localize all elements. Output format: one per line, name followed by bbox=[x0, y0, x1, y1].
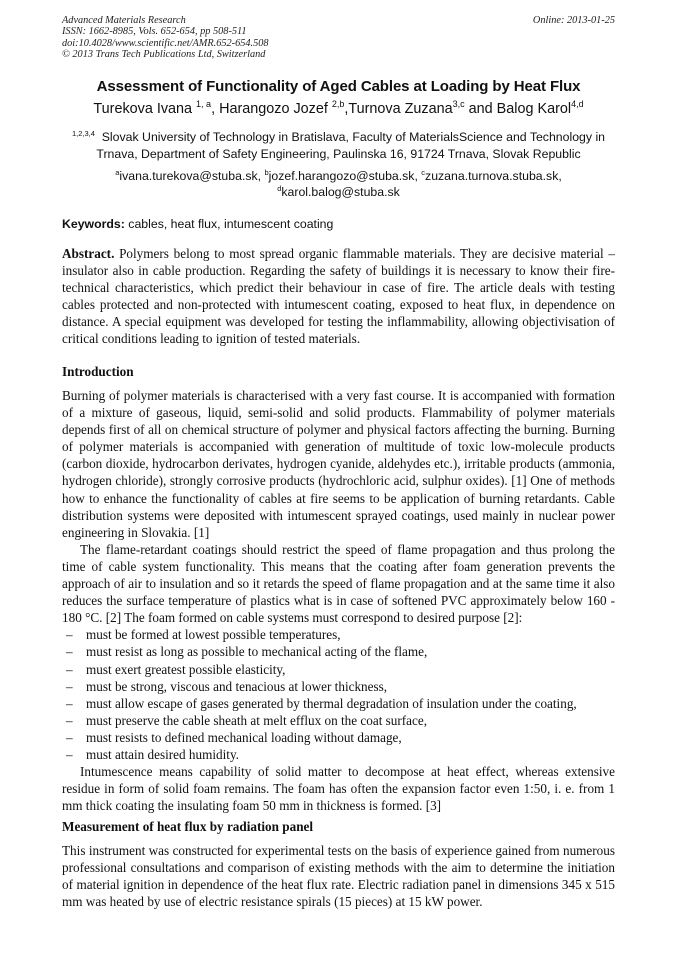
affiliation-line-2: Trnava, Department of Safety Engineering, Paulinska 16, 91724 Trnava, Slovak Republic bbox=[96, 146, 581, 161]
abstract-label: Abstract. bbox=[62, 246, 115, 261]
list-item bbox=[62, 746, 615, 763]
author-separator: and bbox=[464, 101, 497, 117]
paragraph: Burning of polymer materials is characterised with a very fast course. It is accompanied with formation of a mixture of gaseous, liquid, semi-solid and solid products. Flammability of polymer materials depends first of all on chemical structure of polymer and physical factors affecting the burning. Burning of polymer materials is accompanied with generation of multitude of toxic low-molecule products (carbon dioxide, hydrocarbon derivates, hydrogen cyanide, aldehydes etc.), irritable products (ammonia, hydrogen chloride), strongly corrosive products (hydrochloric acid, sulphur oxides). [1] One of methods how to enhance the functionality of cables at fire seems to be application of burning retardants. Cable distribution systems were deposited with intumescent sprayed coatings, used mainly in nuclear power engineering in Slovakia. [1] bbox=[62, 388, 615, 540]
author-name: Turekova Ivana bbox=[93, 101, 193, 117]
list-item bbox=[62, 712, 615, 729]
introduction-body bbox=[62, 387, 615, 814]
email-mark: a bbox=[115, 167, 120, 177]
dash-bullet: – bbox=[66, 712, 73, 728]
email-address[interactable]: zuzana.turnova.stuba.sk, bbox=[425, 169, 562, 183]
author-affil-mark: 2,b bbox=[331, 99, 345, 110]
dash-bullet: – bbox=[66, 661, 73, 677]
paragraph: The flame-retardant coatings should restrict the speed of flame propagation and thus prolong the time of cable system functionality. This means that the coating after foam generation prevents the approach of air to insulation and so it retards the speed of flame propagation and at the same time it also reduces the surface temperature of plastics what is in case of softened PVC approximately below 160 - 180 °C. [2] The foam formed on cable systems must correspond to desired purpose [2]: bbox=[62, 541, 615, 626]
list-item-text: must attain desired humidity. bbox=[86, 746, 239, 762]
issn-line: ISSN: 1662-8985, Vols. 652-654, pp 508-511 bbox=[62, 26, 247, 38]
email-address[interactable]: ivana.turekova@stuba.sk, bbox=[119, 169, 265, 183]
dash-bullet: – bbox=[66, 695, 73, 711]
abstract bbox=[62, 245, 615, 348]
copyright-line: © 2013 Trans Tech Publications Ltd, Switzerland bbox=[62, 49, 266, 61]
list-item-text: must exert greatest possible elasticity, bbox=[86, 661, 286, 677]
email-address[interactable]: karol.balog@stuba.sk bbox=[281, 185, 400, 199]
author-list bbox=[62, 101, 615, 117]
author-affil-mark: 3,c bbox=[452, 99, 465, 110]
email-mark: b bbox=[264, 167, 269, 177]
dash-bullet: – bbox=[66, 678, 73, 694]
author-name: Turnova Zuzana bbox=[348, 101, 453, 117]
author-name: Harangozo Jozef bbox=[219, 101, 328, 117]
doi-line: doi:10.4028/www.scientific.net/AMR.652-654.508 bbox=[62, 37, 269, 49]
list-item bbox=[62, 626, 615, 643]
author-affil-mark: 1, a bbox=[196, 99, 212, 110]
list-item-text: must preserve the cable sheath at melt efflux on the coat surface, bbox=[86, 712, 428, 728]
affiliation-mark: 1,2,3,4 bbox=[71, 128, 95, 138]
list-item-text: must be formed at lowest possible temperatures, bbox=[86, 627, 341, 643]
list-item bbox=[62, 729, 615, 746]
list-item-text: must resists to defined mechanical loading without damage, bbox=[86, 729, 402, 745]
keywords-label: Keywords: bbox=[62, 217, 125, 231]
dash-bullet: – bbox=[66, 644, 73, 660]
email-list bbox=[62, 168, 615, 200]
journal-name: Advanced Materials Research bbox=[62, 15, 186, 26]
author-separator: , bbox=[211, 101, 220, 117]
list-item bbox=[62, 695, 615, 712]
section-heading-measurement: Measurement of heat flux by radiation panel bbox=[62, 819, 314, 834]
list-item bbox=[62, 661, 615, 678]
list-item bbox=[62, 678, 615, 695]
email-address[interactable]: jozef.harangozo@stuba.sk, bbox=[268, 169, 422, 183]
requirement-list bbox=[62, 626, 615, 763]
list-item-text: must be strong, viscous and tenacious at lower thickness, bbox=[86, 678, 388, 694]
email-mark: c bbox=[421, 167, 426, 177]
keywords bbox=[62, 217, 615, 231]
affiliation bbox=[62, 129, 615, 162]
dash-bullet: – bbox=[66, 746, 73, 762]
list-item-text: must allow escape of gases generated by thermal degradation of insulation under the coating, bbox=[86, 695, 577, 711]
list-item-text: must resist as long as possible to mechanical acting of the flame, bbox=[86, 644, 428, 660]
paper-title: Assessment of Functionality of Aged Cables at Loading by Heat Flux bbox=[96, 78, 581, 95]
paragraph: This instrument was constructed for experimental tests on the basis of experience gained from numerous professional consultations and comparison of existing methods with the aim to determine the initiation of material ignition in dependence of the heat flux rate. Electric radiation panel in dimensions 345 x 515 mm was heated by use of electric resistance spirals (15 pieces) at 15 kW power. bbox=[62, 843, 615, 910]
affiliation-line-1: Slovak University of Technology in Bratislava, Faculty of MaterialsScience and Technology in bbox=[101, 130, 606, 144]
abstract-text: Polymers belong to most spread organic flammable materials. They are decisive material – insulator also in cable production. Regarding the safety of buildings it is necessary to know their fire-technical characteristics, which predict their behaviour in case of fire. The article deals with testing cables protected and non-protected with intumescent coating, exposed to heat flux, in dependence on distance. A special equipment was developed for testing the inflammability, allowing objectivisation of critical conditions leading to ignition of tested materials. bbox=[62, 246, 615, 347]
journal-header bbox=[62, 15, 615, 61]
author-name: Balog Karol bbox=[496, 101, 572, 117]
author-separator: , bbox=[344, 101, 349, 117]
section-heading-introduction: Introduction bbox=[62, 364, 134, 379]
dash-bullet: – bbox=[66, 729, 73, 745]
measurement-body bbox=[62, 842, 615, 910]
paragraph: Intumescence means capability of solid matter to decompose at heat effect, whereas extensive residue in form of solid foam remains. The foam has often the expansion factor even 1:50, i. e. from 1 mm thick coating the insulating foam 50 mm in thickness is formed. [3] bbox=[62, 764, 615, 814]
dash-bullet: – bbox=[66, 627, 73, 643]
keywords-text: cables, heat flux, intumescent coating bbox=[124, 217, 334, 231]
email-mark: d bbox=[277, 183, 282, 193]
list-item bbox=[62, 643, 615, 660]
online-date: Online: 2013-01-25 bbox=[532, 15, 615, 26]
author-affil-mark: 4,d bbox=[571, 99, 584, 110]
